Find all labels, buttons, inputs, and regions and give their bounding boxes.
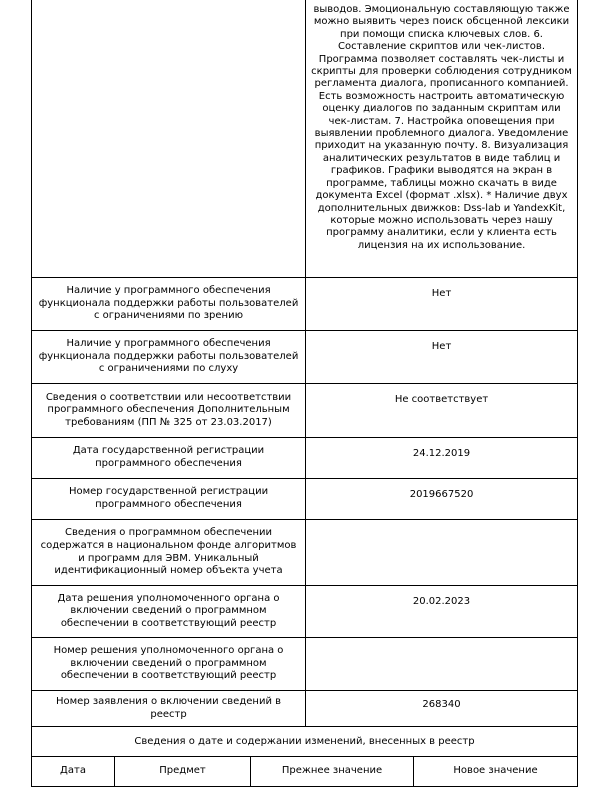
description-label-cell	[32, 0, 306, 278]
registry-table	[31, 0, 578, 787]
row-value-compliance: Не соответствует	[306, 384, 578, 438]
row-value-national-fund	[306, 520, 578, 586]
changes-header-row	[32, 727, 578, 757]
description-value: выводов. Эмоциональную составляющую также можно выявить через поиск обсценной лексики при помощи списка ключевых слов. 6. Составление скриптов или чек-листов. Программа позволяет составлять чек-листы и скрипты для проверки соблюдения сотрудником регламента диалога, прописанного компанией. Есть возможность настроить автоматическую оценку диалогов по заданным скриптам или чек-листам. 7. Настройка оповещения при выявлении проблемного диалога. Уведомление приходит на указанную почту. 8. Визуализация аналитических результатов в виде таблиц и графиков. Графики выводятся на экран в программе, таблицы можно скачать в виде документа Excel (формат .xlsx). * Наличие двух дополнительных движков: Dss-lab и YandexKit, которые можно использовать через нашу программу аналитики, если у клиента есть лицензия на их использование.	[306, 0, 578, 278]
row-value-decision-date: 20.02.2023	[306, 586, 578, 638]
column-new-value: Новое значение	[414, 757, 578, 787]
row-label-vision: Наличие у программного обеспечения функционала поддержки работы пользователей с ограничениями по зрению	[32, 278, 306, 331]
row-label-reg-date: Дата государственной регистрации программного обеспечения	[32, 438, 306, 479]
column-old-value: Прежнее значение	[251, 757, 414, 787]
table-row	[32, 479, 578, 520]
row-label-hearing: Наличие у программного обеспечения функционала поддержки работы пользователей с ограничениями по слуху	[32, 331, 306, 384]
table-row	[32, 331, 578, 384]
row-label-compliance: Сведения о соответствии или несоответствии программного обеспечения Дополнительным требованиям (ПП № 325 от 23.03.2017)	[32, 384, 306, 438]
row-label-national-fund: Сведения о программном обеспечении содержатся в национальном фонде алгоритмов и программ для ЭВМ. Уникальный идентификационный номер объекта учета	[32, 520, 306, 586]
table-row	[32, 384, 578, 438]
row-value-reg-date: 24.12.2019	[306, 438, 578, 479]
table-row	[32, 278, 578, 331]
row-label-decision-number: Номер решения уполномоченного органа о включении сведений о программном обеспечении в соответствующий реестр	[32, 638, 306, 691]
table-row	[32, 691, 578, 727]
table-row	[32, 438, 578, 479]
row-value-application-number: 268340	[306, 691, 578, 727]
description-row	[32, 0, 578, 278]
table-row	[32, 638, 578, 691]
row-value-hearing: Нет	[306, 331, 578, 384]
column-date: Дата	[32, 757, 115, 787]
changes-columns-row	[32, 757, 578, 787]
table-row	[32, 520, 578, 586]
changes-title: Сведения о дате и содержании изменений, внесенных в реестр	[32, 727, 578, 757]
row-label-decision-date: Дата решения уполномоченного органа о включении сведений о программном обеспечении в соответствующий реестр	[32, 586, 306, 638]
row-value-decision-number	[306, 638, 578, 691]
column-subject: Предмет	[115, 757, 251, 787]
table-row	[32, 586, 578, 638]
row-value-vision: Нет	[306, 278, 578, 331]
row-label-application-number: Номер заявления о включении сведений в реестр	[32, 691, 306, 727]
row-label-reg-number: Номер государственной регистрации программного обеспечения	[32, 479, 306, 520]
row-value-reg-number: 2019667520	[306, 479, 578, 520]
